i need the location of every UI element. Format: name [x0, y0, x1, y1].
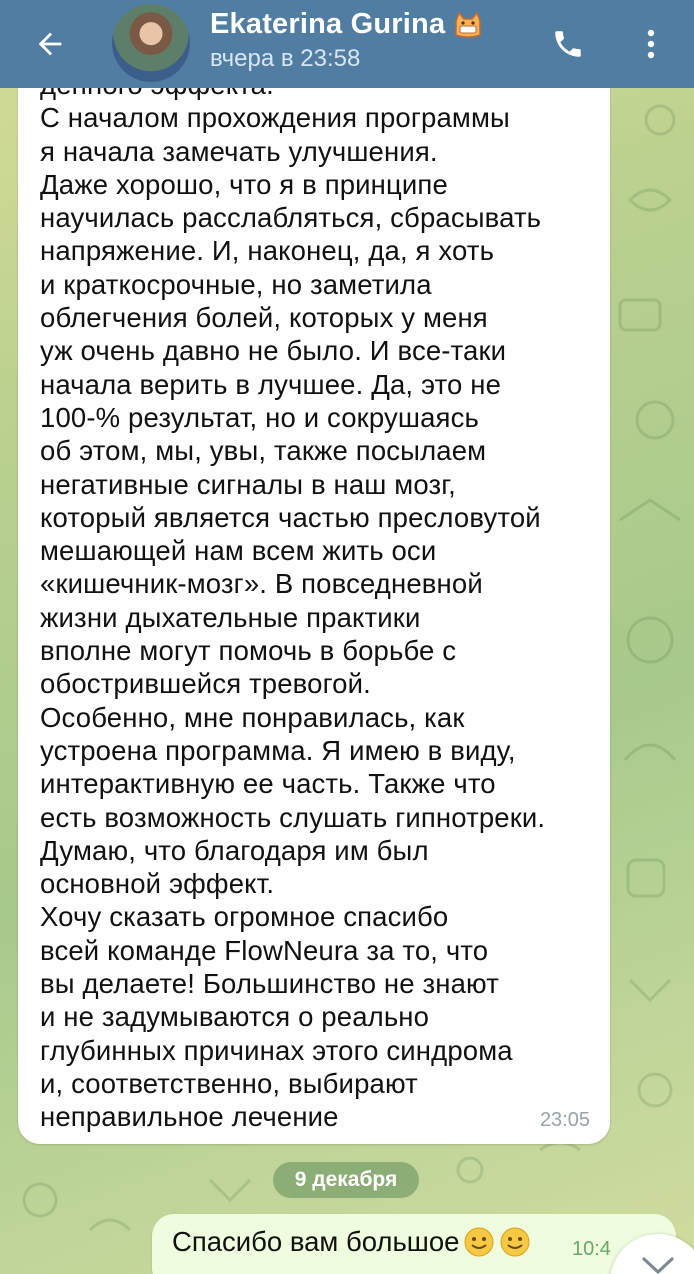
avatar[interactable] [112, 4, 190, 82]
chat-title-block[interactable] [210, 8, 483, 73]
more-vertical-icon [646, 28, 656, 60]
cat-emoji-icon [453, 11, 483, 39]
back-button[interactable] [28, 22, 72, 66]
contact-name-text: Ekaterina Gurina [210, 8, 446, 40]
arrow-back-icon [33, 27, 67, 61]
message-timestamp: 10:4 [572, 1238, 611, 1260]
more-menu-button[interactable] [636, 22, 666, 66]
message-timestamp: 23:05 [539, 1109, 590, 1131]
smiley-emoji-icon [499, 1226, 531, 1258]
date-separator: 9 декабря [273, 1162, 419, 1198]
incoming-message-bubble[interactable] [18, 40, 610, 1144]
outgoing-message-bubble[interactable] [152, 1214, 676, 1274]
message-text: С началом прохождения программы я начала замечать улучшения. Даже хорошо, что я в принципе научилась расслабляться, сбрасывать напряжение. И, наконец, да, я хоть и краткосрочные, но заметила облегчения болей, которых у меня уж очень давно не было. И все-таки начала верить в лучшее. Да, это не 100-% результат, но и сокрушаясь об этом, мы, увы, также посылаем негативные сигналы в наш мозг, который является частью пресловутой мешающей нам всем жить оси «кишечник-мозг». В повседневной жизни дыхательные практики вполне могут помочь в борьбе с обострившейся тревогой. Особенно, мне понравилась, как устроена программа. Я имею в виду, интерактивную ее часть. Также что есть возможность слушать гипнотреки. Думаю, что благодаря им был основной эффект. Хочу сказать огромное спасибо всей команде FlowNeura за то, что вы делаете! Большинство не знают и не задумываются о реально глубинных причинах этого синдрома и, соответственно, выбирают неправильное лечение [40, 102, 546, 1133]
message-text: Спасибо вам большое [172, 1226, 460, 1257]
chat-header [0, 0, 694, 88]
contact-name [210, 8, 483, 41]
phone-icon [551, 27, 585, 61]
smiley-emoji-icon [463, 1226, 495, 1258]
chevron-down-icon [641, 1256, 675, 1274]
call-button[interactable] [546, 22, 590, 66]
last-seen-status: вчера в 23:58 [210, 45, 361, 72]
outgoing-message-content [172, 1226, 531, 1258]
